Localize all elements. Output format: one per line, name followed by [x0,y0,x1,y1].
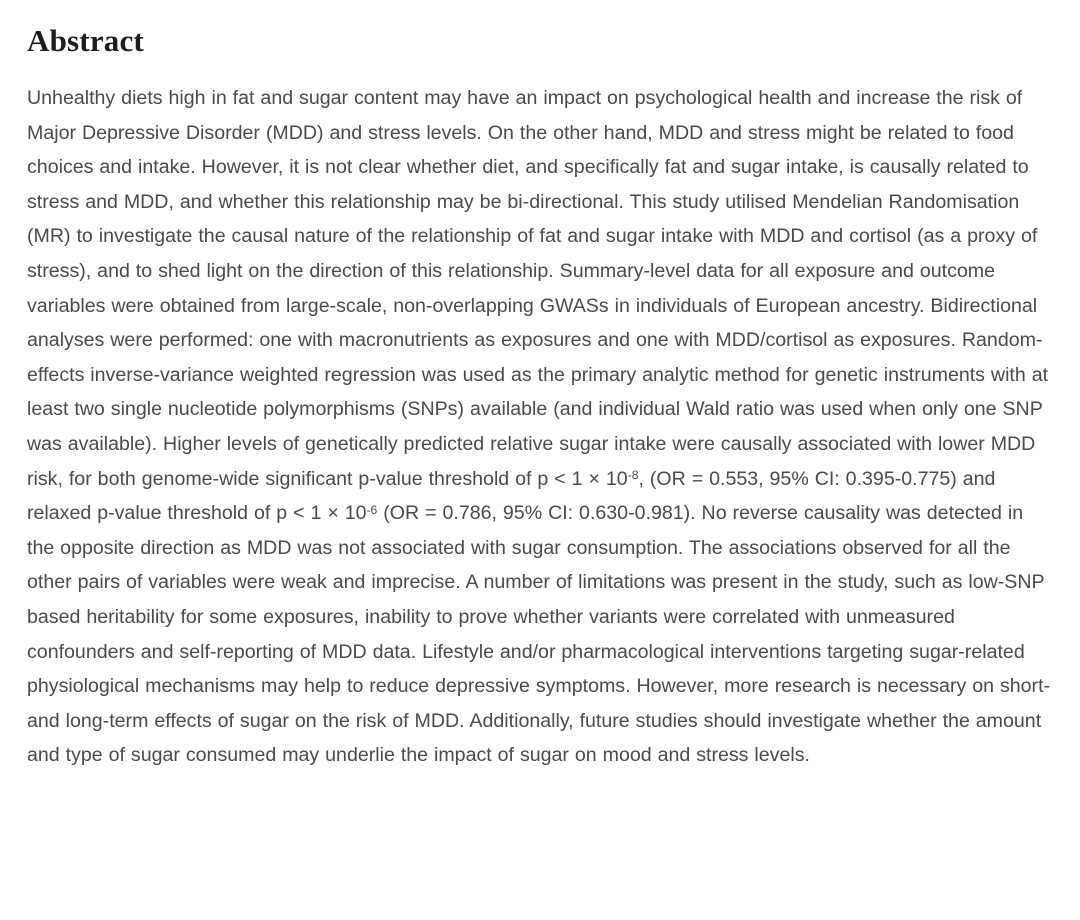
abstract-paragraph: Unhealthy diets high in fat and sugar content may have an impact on psychological health and increase the risk of Major Depressive Disorder (MDD) and stress levels. On the other hand, MDD and stress might be related to food choices and intake. However, it is not clear whether diet, and specifically fat and sugar intake, is causally related to stress and MDD, and whether this relationship may be bi-directional. This study utilised Mendelian Randomisation (MR) to investigate the causal nature of the relationship of fat and sugar intake with MDD and cortisol (as a proxy of stress), and to shed light on the direction of this relationship. Summary-level data for all exposure and outcome variables were obtained from large-scale, non-overlapping GWASs in individuals of European ancestry. Bidirectional analyses were performed: one with macronutrients as exposures and one with MDD/cortisol as exposures. Random-effects inverse-variance weighted regression was used as the primary analytic method for genetic instruments with at least two single nucleotide polymorphisms (SNPs) available (and individual Wald ratio was used when only one SNP was available). Higher levels of genetically predicted relative sugar intake were causally associated with lower MDD risk, for both genome-wide significant p-value threshold of $p < 1 \times 10^{-8}$, (OR = 0.553, 95% CI: 0.395-0.775) and relaxed p-value threshold of $p < 1 \times 10^{-6}$ (OR = 0.786, 95% CI: 0.630-0.981). No reverse causality was detected in the opposite direction as MDD was not associated with sugar consumption. The associations observed for all the other pairs of variables were weak and imprecise. A number of limitations was present in the study, such as low-SNP based heritability for some exposures, inability to prove whether variants were correlated with unmeasured confounders and self-reporting of MDD data. Lifestyle and/or pharmacological interventions targeting sugar-related physiological mechanisms may help to reduce depressive symptoms. However, more research is necessary on short- and long-term effects of sugar on the risk of MDD. Additionally, future studies should investigate whether the amount and type of sugar consumed may underlie the impact of sugar on mood and stress levels. [27,87,1051,767]
abstract-heading: Abstract [27,23,144,58]
superscript-exponent: -6 [366,502,378,517]
superscript-exponent: -8 [627,468,639,483]
